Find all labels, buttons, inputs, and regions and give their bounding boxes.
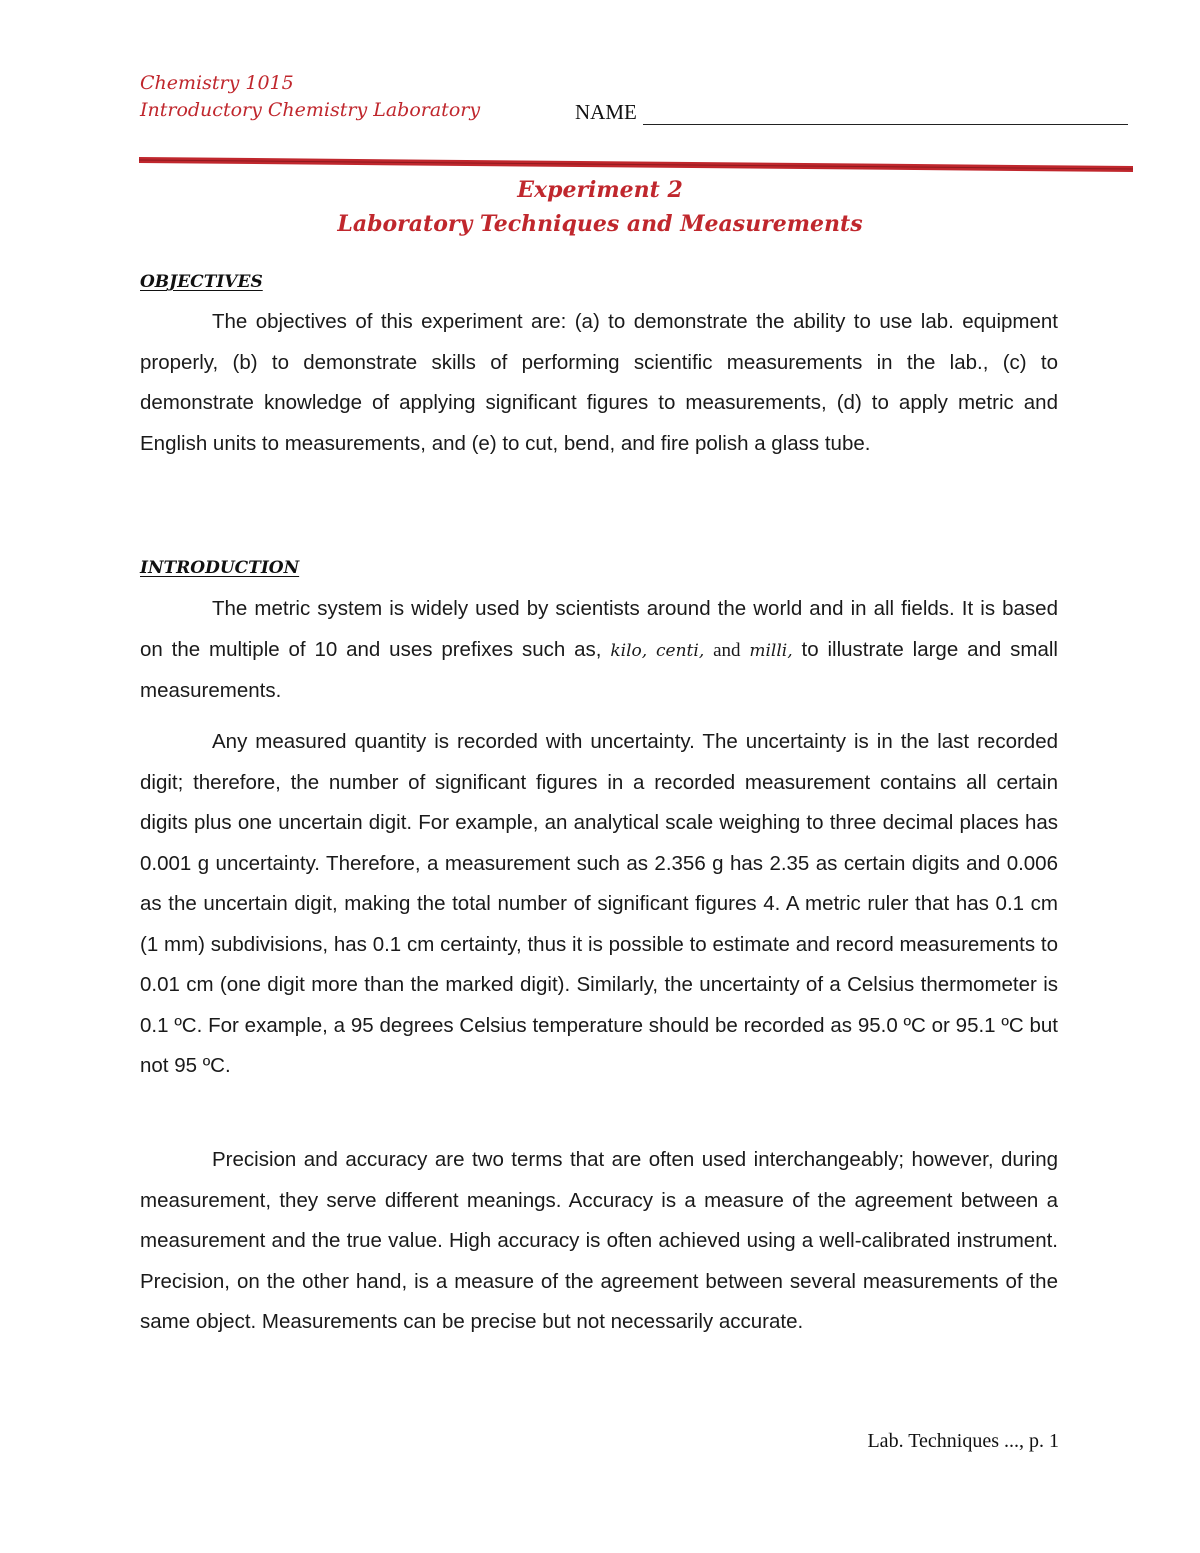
intro-p1-start: The metric system is widely used by scientists around the world and in all fields. It is based on the multiple of 10 and uses prefixes such as, (140, 597, 1058, 661)
header-divider (0, 0, 1200, 200)
experiment-title: Laboratory Techniques and Measurements (337, 211, 863, 237)
course-title: Introductory Chemistry Laboratory (140, 99, 481, 121)
objectives-heading: OBJECTIVES (140, 272, 263, 292)
objectives-paragraph: The objectives of this experiment are: (a) to demonstrate the ability to use lab. equipment properly, (b) to demonstrate skills of performing scientific measurements in the lab., (c) to demonstrate knowledge of applying significant figures to measurements, (d) to apply metric and English units to measurements, and (e) to cut, bend, and fire polish a glass tube. (140, 310, 1058, 455)
experiment-number: Experiment 2 (517, 177, 683, 203)
course-number: Chemistry 1015 (140, 72, 294, 94)
introduction-heading: INTRODUCTION (140, 558, 300, 578)
and-word: and (713, 639, 741, 661)
prefix-centi: centi, (656, 640, 705, 661)
prefix-kilo: kilo, (610, 640, 648, 661)
prefix-milli: milli, (749, 640, 793, 661)
page-footer: Lab. Techniques ..., p. 1 (867, 1430, 1059, 1452)
intro-paragraph-1 (140, 589, 1058, 712)
intro-paragraph-3: Precision and accuracy are two terms that are often used interchangeably; however, during measurement, they serve different meanings. Accuracy is a measure of the agreement between a measurement and the true value. High accuracy is often achieved using a well-calibrated instrument. Precision, on the other hand, is a measure of the agreement between several measurements of the same object. Measurements can be precise but not necessarily accurate. (140, 1148, 1058, 1333)
intro-p1-end: to illustrate large and small measurements. (140, 637, 1058, 702)
name-label: NAME (575, 100, 637, 124)
intro-paragraph-2: Any measured quantity is recorded with uncertainty. The uncertainty is in the last recorded digit; therefore, the number of significant figures in a recorded measurement contains all certain digits plus one uncertain digit. For example, an analytical scale weighing to three decimal places has 0.001 g uncertainty. Therefore, a measurement such as 2.356 g has 2.35 as certain digits and 0.006 as the uncertain digit, making the total number of significant figures 4. A metric ruler that has 0.1 cm (1 mm) subdivisions, has 0.1 cm certainty, thus it is possible to estimate and record measurements to 0.01 cm (one digit more than the marked digit). Similarly, the uncertainty of a Celsius thermometer is 0.1 ºC. For example, a 95 degrees Celsius temperature should be recorded as 95.0 ºC or 95.1 ºC but not 95 ºC. (140, 730, 1058, 1077)
